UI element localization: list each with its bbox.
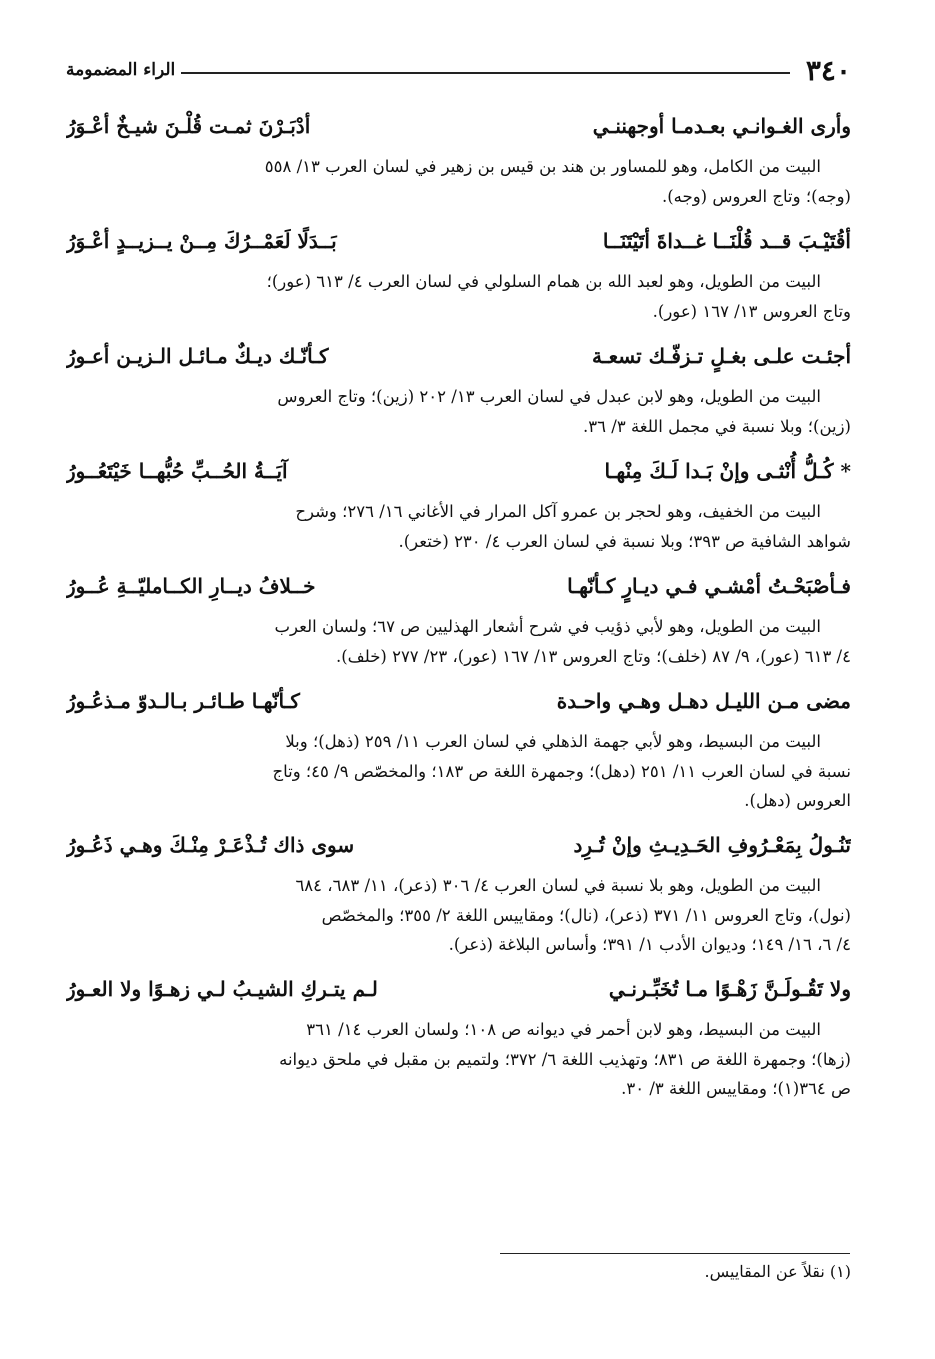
citation-paragraph — [66, 152, 851, 211]
verse — [66, 819, 851, 871]
citation-line: العروس (دهل). — [744, 791, 851, 810]
verse — [66, 963, 851, 1015]
citation-line: (وجه)؛ وتاج العروس (وجه). — [661, 186, 851, 206]
verse-second-hemistich: كـأنّهـا طـائـر بـالـدوّ مـذعُـورُ — [66, 689, 300, 713]
verse-first-hemistich: ولا تَقُـولَـنَّ زَهْـوًا مـا تُخَبِّـرنـي — [608, 977, 851, 1001]
citation-line: نسبة في لسان العرب ١١/ ٢٥١ (دهل)؛ وجمهرة اللغة ص ١٨٣؛ والمخصّص ٩/ ٤٥؛ وتاج — [272, 761, 851, 781]
citation-paragraph — [66, 612, 851, 671]
citation-line: البيت من الطويل، وهو لأبي ذؤيب في شرح أشعار الهذليين ص ٦٧؛ ولسان العرب — [274, 617, 821, 636]
running-title: الراء المضمومة — [66, 60, 176, 80]
citation-paragraph — [66, 727, 851, 815]
verse-second-hemistich: سوى ذاك تُـذْعَـرْ مِنْـكَ وهـي ذَعُـورُ — [66, 833, 355, 857]
citation-line: شواهد الشافية ص ٣٩٣؛ وبلا نسبة في لسان العرب ٤/ ٢٣٠ (ختعر). — [398, 531, 851, 551]
verse — [66, 560, 851, 612]
verse-second-hemistich: أدْبَـرْنَ ثمـت قُلْـنَ شيـخٌ أعْـوَرُ — [66, 114, 311, 138]
citation-paragraph — [66, 1015, 851, 1103]
citation-line: البيت من الكامل، وهو للمساور بن هند بن قيس بن زهير في لسان العرب ١٣/ ٥٥٨ — [264, 157, 821, 176]
citation-line: البيت من البسيط، وهو لأبي جهمة الذهلي في لسان العرب ١١/ ٢٥٩ (ذهل)؛ وبلا — [285, 732, 821, 751]
verse-second-hemistich: آيَــةُ الحُــبِّ حُبُّهــا خَيْتَعُــورُ — [66, 459, 288, 483]
citation-line: (نول)، وتاج العروس ١١/ ٣٧١ (ذعر)، (نال)؛ ومقاييس اللغة ٢/ ٣٥٥؛ والمخصّص — [321, 905, 851, 925]
citation-line: وتاج العروس ١٣/ ١٦٧ (عور). — [652, 301, 851, 321]
verse-second-hemistich: لـم يتـركِ الشيـبُ لـي زهـوًا ولا العـورُ — [66, 977, 378, 1001]
citation-paragraph — [66, 382, 851, 441]
verse — [66, 445, 851, 497]
verse-first-hemistich: * كُـلُّ أُنْثـى وإنْ بَـدا لَـكَ مِنْهـا — [604, 459, 851, 483]
citation-line: ص ٣٦٤(١)؛ ومقاييس اللغة ٣/ ٣٠. — [621, 1079, 851, 1098]
verse-second-hemistich: بَــدَلًا لَعَمْــرُكَ مِــنْ يــزيــدٍ أعْـوَرُ — [66, 229, 337, 253]
verse-first-hemistich: أجئـت علـى بغـلٍ تـزفّـك تسعـة — [592, 344, 851, 368]
verse-first-hemistich: فـأصْبَحْـتُ أمْشـي فـي ديـارٍ كـأنّهـا — [567, 574, 851, 598]
citation-line: البيت من الطويل، وهو لعبد الله بن همام السلولي في لسان العرب ٤/ ٦١٣ (عور)؛ — [266, 272, 821, 291]
citation-line: (زين)؛ وبلا نسبة في مجمل اللغة ٣/ ٣٦. — [583, 416, 851, 436]
running-header — [66, 52, 851, 88]
citation-line: البيت من البسيط، وهو لابن أحمر في ديوانه ص ١٠٨؛ ولسان العرب ١٤/ ٣٦١ — [306, 1020, 821, 1039]
verse-second-hemistich: كـأنّـك ديـكٌ مـائـل الـزيـن أعـورُ — [66, 344, 329, 368]
verse-first-hemistich: وأرى الغـوانـي بعـدمـا أوجهننـي — [592, 114, 851, 138]
verse-second-hemistich: خــلافُ ديــارِ الكــامليّــةِ عُــورُ — [66, 574, 316, 598]
citation-paragraph — [66, 267, 851, 326]
footnote-separator — [500, 1253, 850, 1254]
citation-line: البيت من الطويل، وهو لابن عبدل في لسان العرب ١٣/ ٢٠٢ (زين)؛ وتاج العروس — [277, 387, 821, 406]
verse — [66, 100, 851, 152]
citation-line: ٤/ ٦١٣ (عور)، ٩/ ٨٧ (خلف)؛ وتاج العروس ١٣/ ١٦٧ (عور)، ٢٣/ ٢٧٧ (خلف). — [335, 646, 851, 666]
citation-line: ٤/ ٦، ١٦/ ١٤٩؛ وديوان الأدب ١/ ٣٩١؛ وأساس البلاغة (ذعر). — [448, 935, 851, 954]
citation-line: البيت من الخفيف، وهو لحجر بن عمرو آكل المرار في الأغاني ١٦/ ٢٧٦؛ وشرح — [295, 502, 821, 521]
verse-first-hemistich: تَنُـولُ بِمَعْـرُوفِ الحَـدِيـثِ وإنْ تُـرِد — [573, 833, 851, 857]
page-body — [66, 98, 851, 1107]
citation-paragraph — [66, 497, 851, 556]
verse — [66, 675, 851, 727]
citation-paragraph — [66, 871, 851, 959]
citation-line: (زها)؛ وجمهرة اللغة ص ٨٣١؛ وتهذيب اللغة ٦/ ٣٧٢؛ ولتميم بن مقبل في ملحق ديوانه — [279, 1049, 851, 1069]
page-number: ٣٤٠ — [805, 53, 851, 87]
verse — [66, 330, 851, 382]
header-rule — [181, 72, 790, 74]
footnote: (١) نقلاً عن المقاييس. — [704, 1262, 851, 1281]
verse-first-hemistich: مضى مـن الليـل دهـل وهـي واحـدة — [556, 689, 851, 713]
verse-first-hemistich: أقُتَيْـبَ قــد قُلْنَــا غــداةَ أتَيْتَنَــا — [602, 229, 851, 253]
citation-line: البيت من الطويل، وهو بلا نسبة في لسان العرب ٤/ ٣٠٦ (ذعر)، ١١/ ٦٨٣، ٦٨٤ — [295, 876, 821, 895]
verse — [66, 215, 851, 267]
